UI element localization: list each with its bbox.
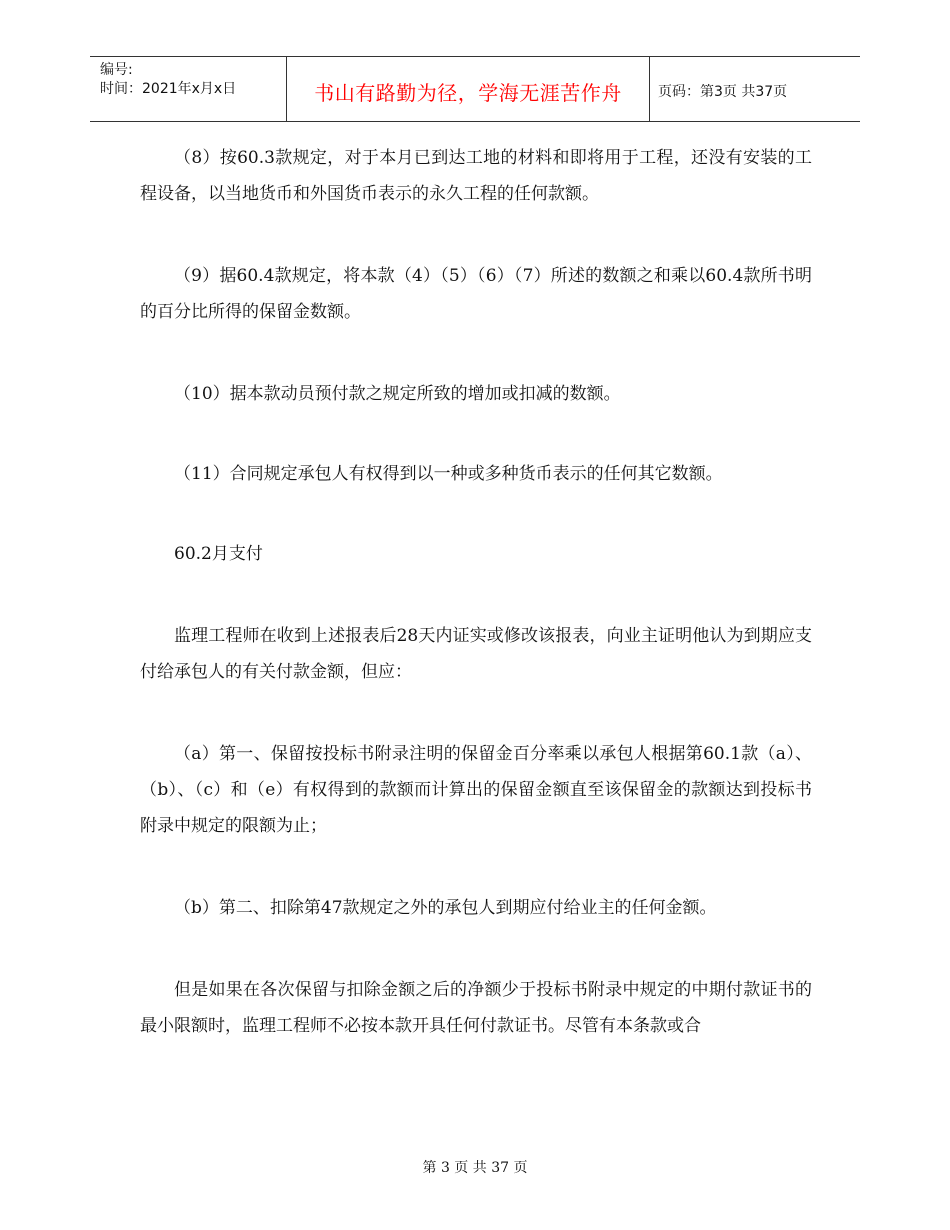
paragraph-proviso: 但是如果在各次保留与扣除金额之后的净额少于投标书附录中规定的中期付款证书的最小限额时，监理工程师不必按本款开具任何付款证书。尽管有本条款或合 (140, 980, 812, 1036)
paragraph-intro: 监理工程师在收到上述报表后28天内证实或修改该报表，向业主证明他认为到期应支付给承包人的有关付款金额，但应： (140, 626, 812, 682)
section-heading: 60.2月支付 (174, 544, 263, 564)
header-page-info: 页码：第3页 共37页 (658, 84, 788, 100)
header-meta (90, 57, 286, 121)
header-motto: 书山有路勤为径，学海无涯苦作舟 (286, 57, 650, 121)
paragraph-item-b: （b）第二、扣除第47款规定之外的承包人到期应付给业主的任何金额。 (174, 898, 717, 918)
time-label: 时间：2021年x月x日 (100, 81, 237, 97)
paragraph-item-8: （8）按60.3款规定，对于本月已到达工地的材料和即将用于工程，还没有安装的工程设备，以当地货币和外国货币表示的永久工程的任何款额。 (140, 148, 812, 204)
page-header (90, 56, 860, 122)
serial-label: 编号: (100, 62, 133, 78)
page-footer: 第 3 页 共 37 页 (422, 1160, 528, 1176)
paragraph-item-10: （10）据本款动员预付款之规定所致的增加或扣减的数额。 (174, 384, 621, 404)
paragraph-item-9: （9）据60.4款规定，将本款（4）（5）（6）（7）所述的数额之和乘以60.4款所书明的百分比所得的保留金数额。 (140, 266, 812, 322)
document-body (140, 140, 812, 1090)
paragraph-item-a: （a）第一、保留按投标书附录注明的保留金百分率乘以承包人根据第60.1款（a）、（b）、（c）和（e）有权得到的款额而计算出的保留金额直至该保留金的款额达到投标书附录中规定的限额为止； (140, 744, 812, 836)
paragraph-item-11: （11）合同规定承包人有权得到以一种或多种货币表示的任何其它数额。 (174, 464, 723, 484)
